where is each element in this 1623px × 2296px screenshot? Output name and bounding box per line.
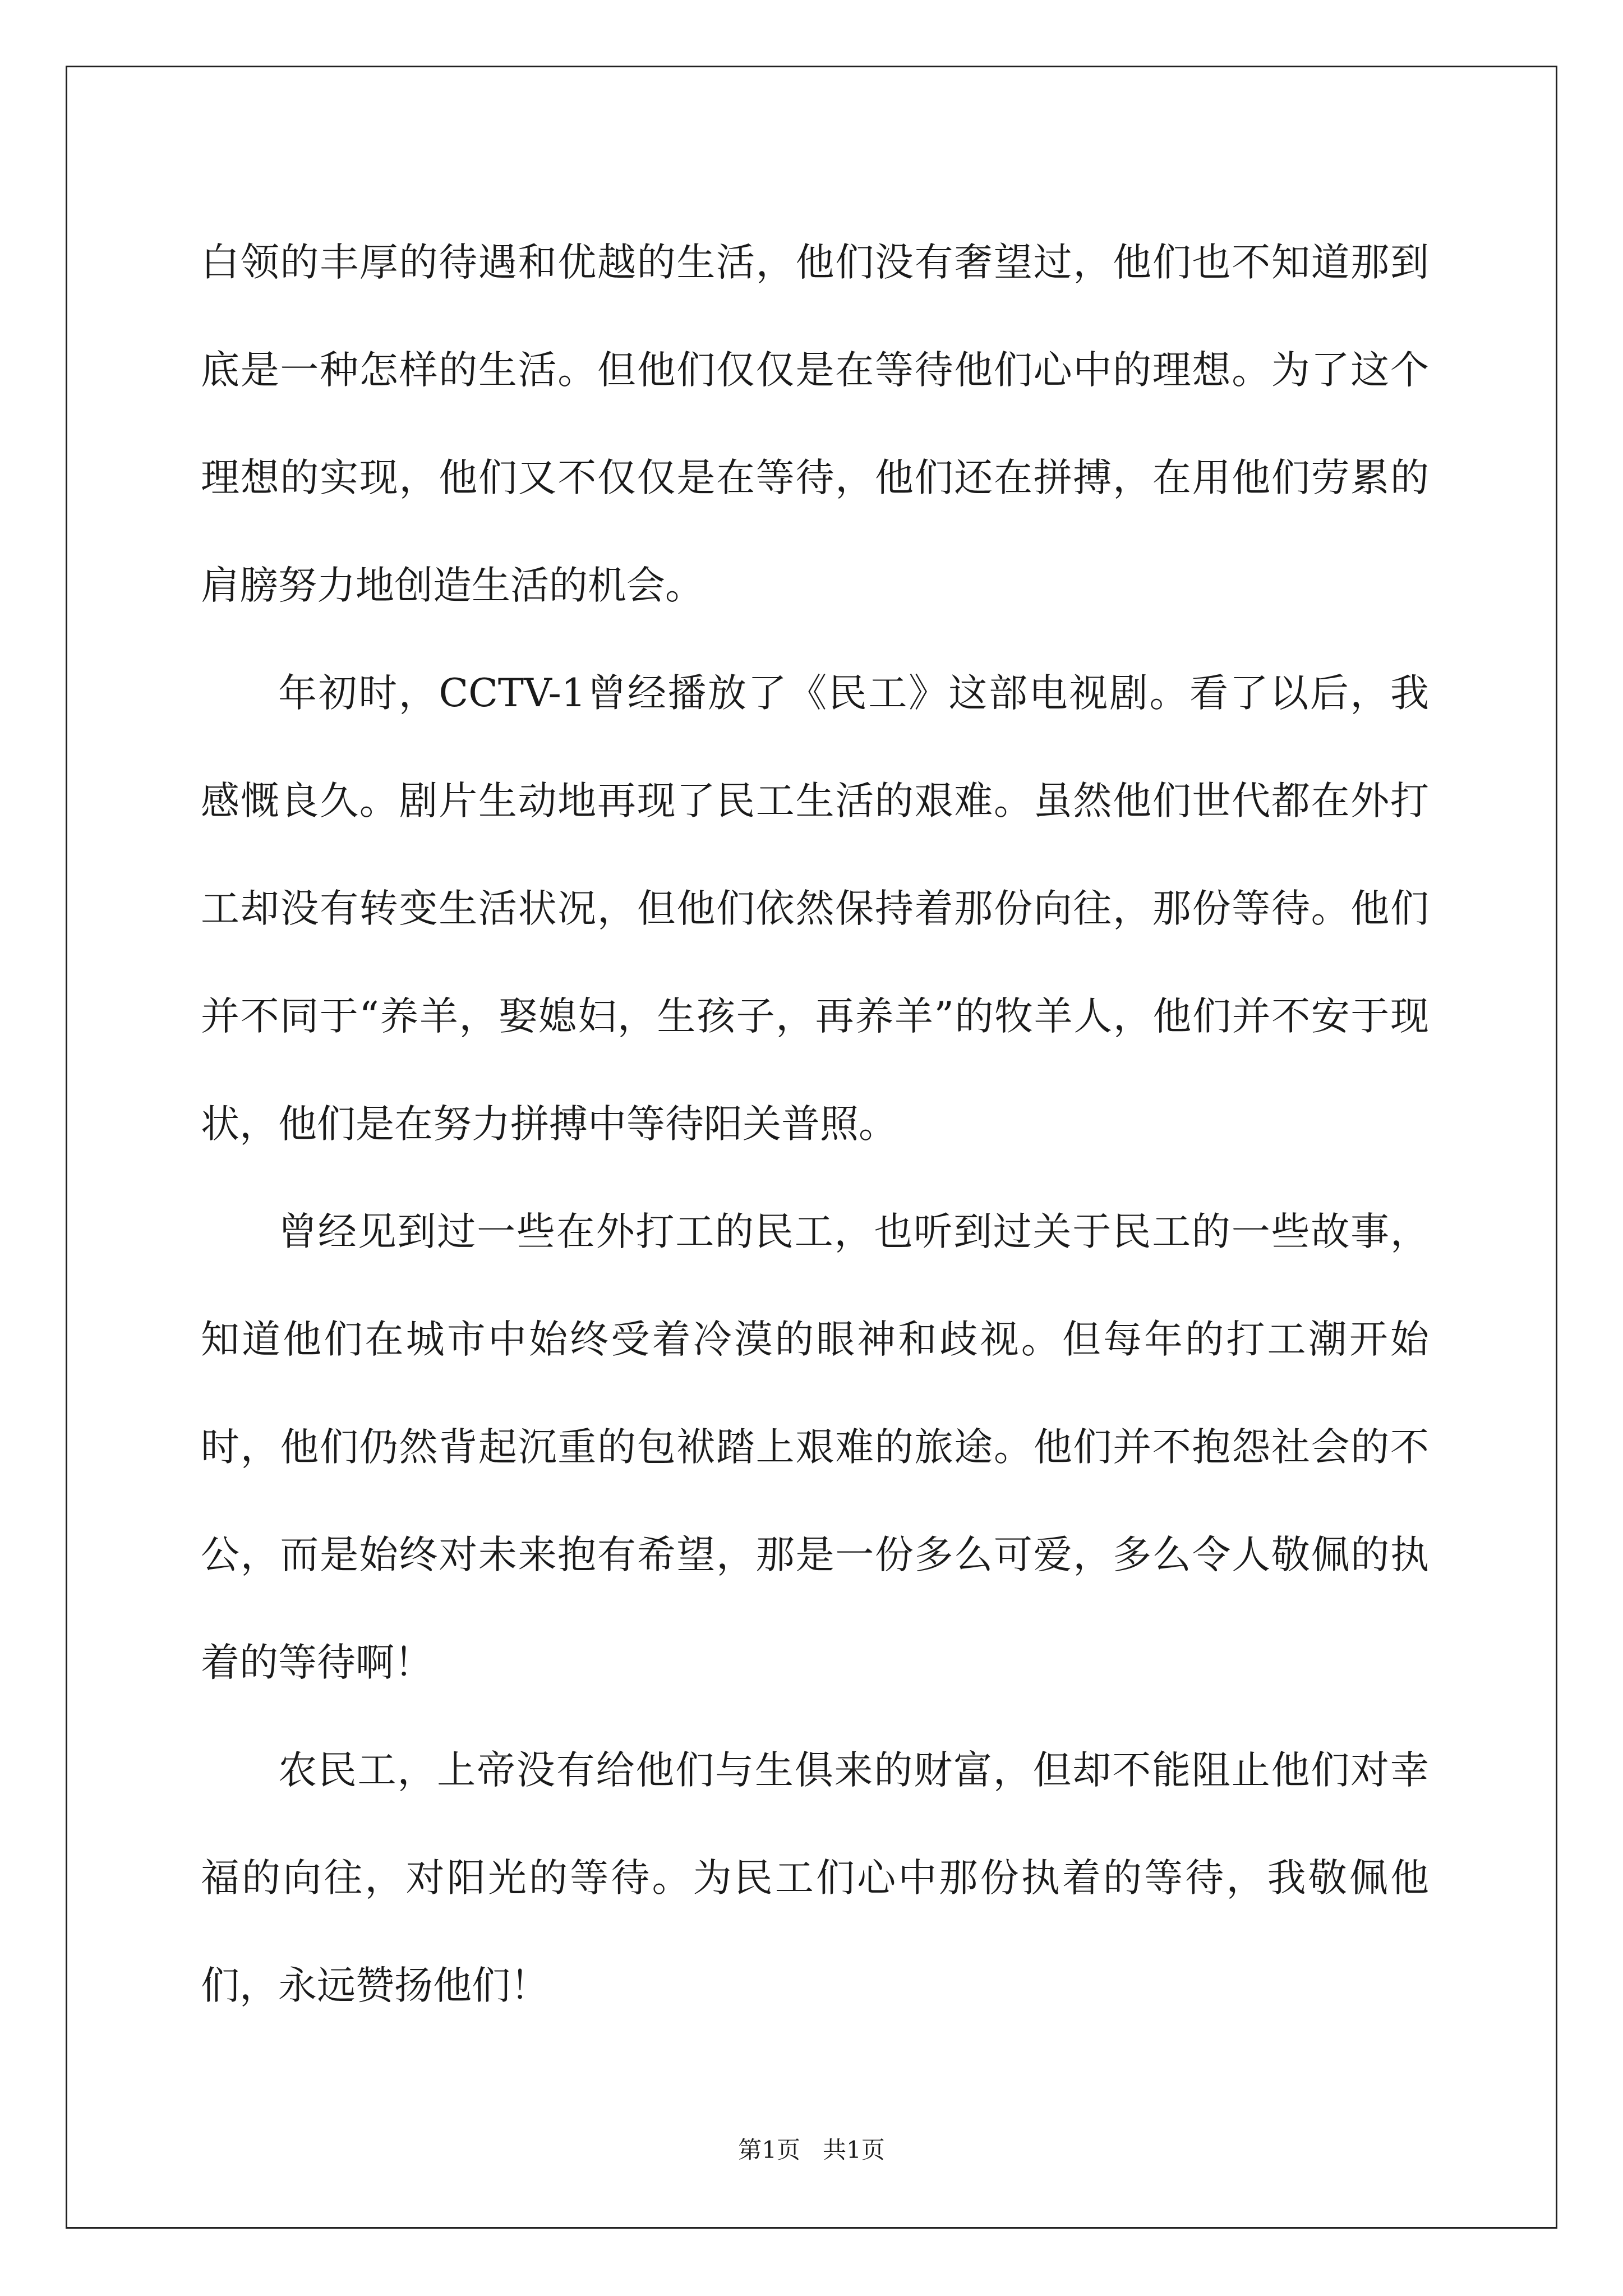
document-body [201, 209, 1429, 2040]
paragraph-1: 白领的丰厚的待遇和优越的生活，他们没有奢望过，他们也不知道那到底是一种怎样的生活。但他们仅仅是在等待他们心中的理想。为了这个理想的实现，他们又不仅仅是在等待，他们还在拼搏，在用他们劳累的肩膀努力地创造生活的机会。 [201, 240, 1429, 608]
page-number-footer: 第1页 共1页 [738, 2136, 885, 2164]
paragraph-4: 农民工，上帝没有给他们与生俱来的财富，但却不能阻止他们对幸福的向往，对阳光的等待。为民工们心中那份执着的等待，我敬佩他们，永远赞扬他们！ [201, 1748, 1429, 2008]
paragraph-3: 曾经见到过一些在外打工的民工，也听到过关于民工的一些故事，知道他们在城市中始终受着冷漠的眼神和歧视。但每年的打工潮开始时，他们仍然背起沉重的包袱踏上艰难的旅途。他们并不抱怨社会的不公，而是始终对未来抱有希望，那是一份多么可爱，多么令人敬佩的执着的等待啊！ [201, 1209, 1429, 1685]
paragraph-2: 年初时，CCTV-1曾经播放了《民工》这部电视剧。看了以后，我感慨良久。剧片生动地再现了民工生活的艰难。虽然他们世代都在外打工却没有转变生活状况，但他们依然保持着那份向往，那份等待。他们并不同于“养羊，娶媳妇，生孩子，再养羊”的牧羊人，他们并不安于现状，他们是在努力拼搏中等待阳关普照。 [201, 671, 1429, 1147]
